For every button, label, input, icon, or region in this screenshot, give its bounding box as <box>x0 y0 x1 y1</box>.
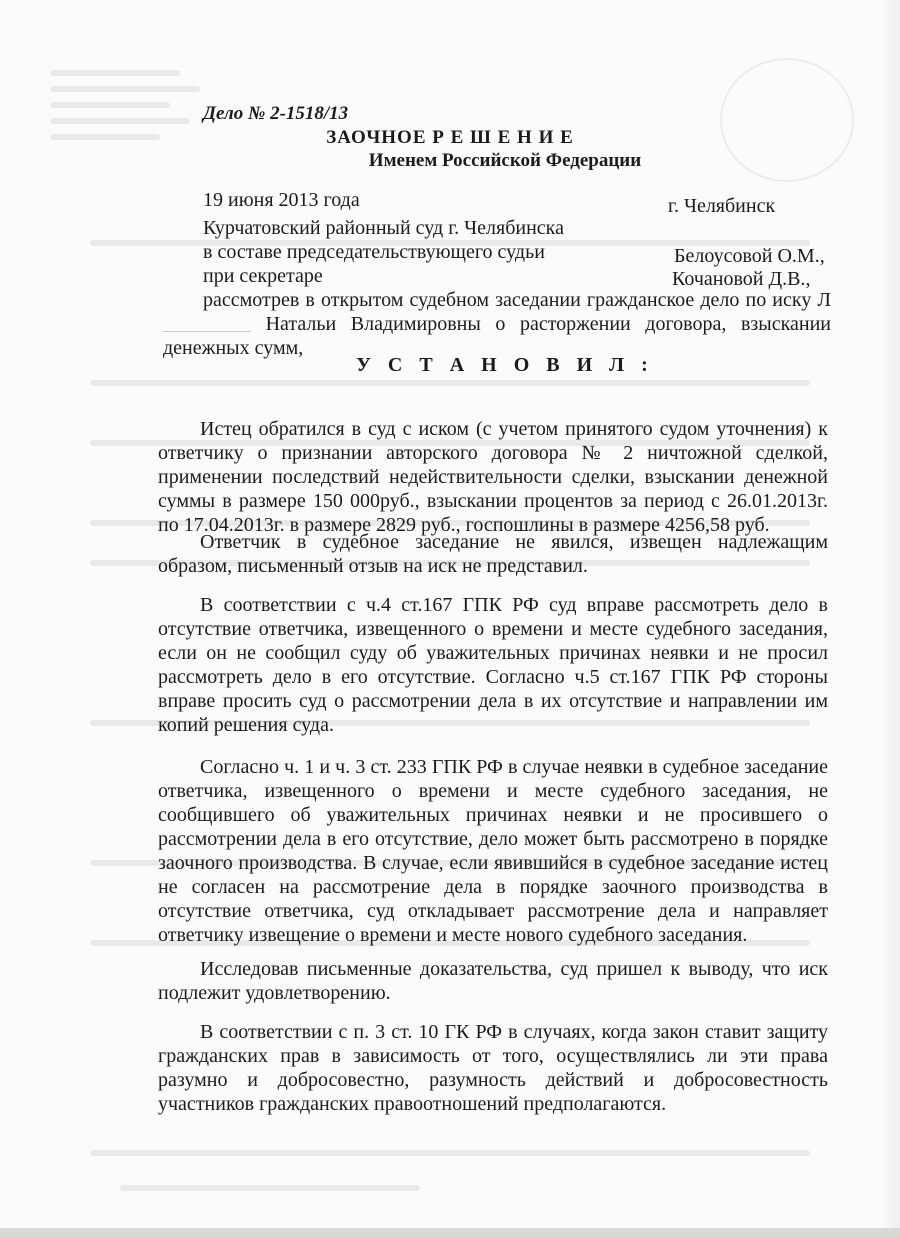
judge-name: Белоусовой О.М., <box>674 245 825 267</box>
case-number: Дело № 2-1518/13 <box>203 103 349 124</box>
intro-text-1: рассмотрев в открытом судебном заседании гражданское дело по иску Л <box>203 289 831 311</box>
page-bottom-edge <box>0 1228 900 1238</box>
paragraph-conclusion: Исследовав письменные доказательства, суд пришел к выводу, что иск подлежит удовлетворению. <box>158 958 828 1004</box>
redacted-surname <box>163 313 251 332</box>
secretary-label: при секретаре <box>203 265 323 287</box>
intro-paragraph <box>163 288 831 360</box>
paragraph-article-167: В соответствии с ч.4 ст.167 ГПК РФ суд вправе рассмотреть дело в отсутствие ответчика, извещенного о времени и месте судебного заседания, если он не сообщил суду об уважительных причинах неявки и не просил рассмотреть дело в его отсутствие. Согласно ч.5 ст.167 ГПК РФ стороны вправе просить суд о рассмотрении дела в их отсутствие и направлении им копий решения суда. <box>158 594 828 736</box>
court-name: Курчатовский районный суд г. Челябинска <box>203 217 564 239</box>
paragraph-article-233: Согласно ч. 1 и ч. 3 ст. 233 ГПК РФ в случае неявки в судебное заседание ответчика, извещенного о времени и месте судебного заседания, не сообщившего об уважительных причинах неявки и не просившего о рассмотрении дела в его отсутствие, дело может быть рассмотрено в порядке заочного производства. В случае, если явившийся в судебное заседание истец не согласен на рассмотрение дела в порядке заочного производства в отсутствие ответчика, суд откладывает рассмотрение дела и направляет ответчику извещение о времени и месте нового судебного заседания. <box>158 756 828 946</box>
hearing-date: 19 июня 2013 года <box>203 189 360 211</box>
paragraph-article-10: В соответствии с п. 3 ст. 10 ГК РФ в случаях, когда закон ставит защиту гражданских прав в зависимость от того, осуществлялись ли эти права разумно и добросовестно, разумность действий и добросовестность участников гражданских правоотношений предполагаются. <box>158 1021 828 1115</box>
secretary-name: Кочановой Д.В., <box>672 268 811 290</box>
hearing-city: г. Челябинск <box>668 195 776 217</box>
document-subtitle: Именем Российской Федерации <box>368 150 642 171</box>
verdict-heading: У С Т А Н О В И Л : <box>356 354 654 376</box>
document-title: ЗАОЧНОЕ Р Е Ш Е Н И Е <box>326 127 574 148</box>
intro-text-2: Натальи Владимировны о расторжении договора, взыскании денежных сумм, <box>163 313 831 359</box>
bench-label: в составе председательствующего судьи <box>203 241 545 263</box>
paragraph-claim: Истец обратился в суд с иском (с учетом принятого судом уточнения) к ответчику о признании авторского договора № 2 ничтожной сделкой, применении последствий недействительности сделки, взыскании денежной суммы в размере 150 000руб., взыскании процентов за период с 26.01.2013г. по 17.04.2013г. в размере 2829 руб., госпошлины в размере 4256,58 руб. <box>158 418 828 536</box>
paragraph-defendant-absent: Ответчик в судебное заседание не явился, извещен надлежащим образом, письменный отзыв на иск не представил. <box>158 531 828 577</box>
